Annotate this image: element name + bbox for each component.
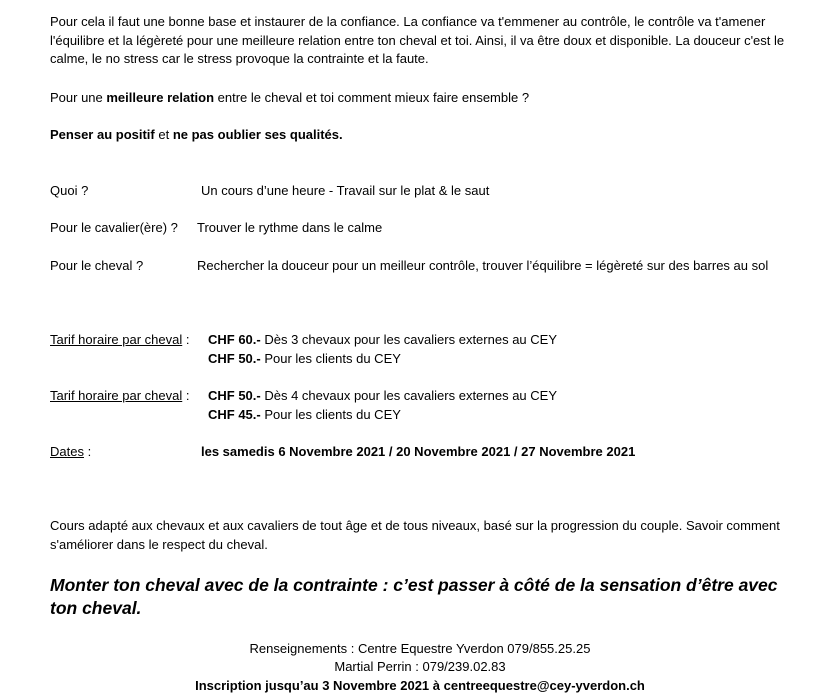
- tarif-price: CHF 50.-: [208, 350, 261, 366]
- document-page: [50, 0, 790, 693]
- detail-row-cheval: [50, 257, 790, 297]
- quote: Monter ton cheval avec de la contrainte : c’est passer à côté de la sensation d’être avec ton cheval.: [50, 575, 778, 618]
- contact-info: Renseignements : Centre Equestre Yverdon 079/855.25.25: [249, 641, 591, 656]
- intro-paragraph: Pour cela il faut une bonne base et instaurer de la confiance. La confiance va t'emmener au contrôle, le contrôle va t'amener l'équilibre et la légèreté pour une meilleure relation entre ton cheval et toi. Ainsi, il va être doux et disponible. La douceur c'est le calme, le no stress car le stress provoque la contrainte et la faute.: [50, 14, 785, 66]
- tarif-line: CHF 50.- Pour les clients du CEY: [208, 350, 401, 366]
- tarif-label: Tarif horaire par cheval :: [50, 388, 190, 403]
- detail-value: Rechercher la douceur pour un meilleur contrôle, trouver l’équilibre = légèreté sur des barres au sol: [197, 258, 769, 273]
- tarif-price: CHF 60.-: [208, 332, 261, 347]
- dates-label: Dates :: [50, 444, 92, 459]
- tarif-price: CHF 45.-: [208, 406, 261, 422]
- tarif-label: Tarif horaire par cheval :: [50, 332, 190, 347]
- tarif-line: CHF 45.- Pour les clients du CEY: [208, 406, 401, 422]
- tarif-block-1: [50, 331, 790, 371]
- relation-question: Pour une meilleure relation entre le cheval et toi comment mieux faire ensemble ?: [50, 90, 530, 105]
- detail-label: Pour le cavalier(ère) ?: [50, 220, 178, 235]
- detail-label: Quoi ?: [50, 183, 89, 198]
- detail-row-quoi: [50, 182, 790, 202]
- course-description: Cours adapté aux chevaux et aux cavaliers de tout âge et de tous niveaux, basé sur la progression du couple. Savoir comment s'améliorer dans le respect du cheval.: [50, 518, 780, 552]
- registration-deadline: Inscription jusqu’au 3 Novembre 2021 à centreequestre@cey-yverdon.ch: [195, 678, 645, 693]
- tarif-line: CHF 50.- Dès 4 chevaux pour les cavaliers externes au CEY: [208, 388, 557, 403]
- tarif-price: CHF 50.-: [208, 388, 261, 403]
- tarif-lines: [208, 387, 557, 424]
- positive-statement: Penser au positif et ne pas oublier ses qualités.: [50, 127, 343, 142]
- dates-value: les samedis 6 Novembre 2021 / 20 Novembre 2021 / 27 Novembre 2021: [201, 444, 636, 459]
- detail-value: Un cours d’une heure - Travail sur le plat & le saut: [201, 183, 490, 198]
- detail-value: Trouver le rythme dans le calme: [197, 220, 383, 235]
- tarif-line: CHF 60.- Dès 3 chevaux pour les cavaliers externes au CEY: [208, 332, 557, 347]
- tarif-lines: [208, 331, 557, 368]
- tarif-block-2: [50, 387, 790, 427]
- contact-phone: Martial Perrin : 079/239.02.83: [334, 659, 506, 674]
- detail-row-cavalier: [50, 219, 790, 239]
- detail-label: Pour le cheval ?: [50, 258, 144, 273]
- relation-emphasis: meilleure relation: [106, 90, 215, 105]
- dates-row: [50, 443, 790, 463]
